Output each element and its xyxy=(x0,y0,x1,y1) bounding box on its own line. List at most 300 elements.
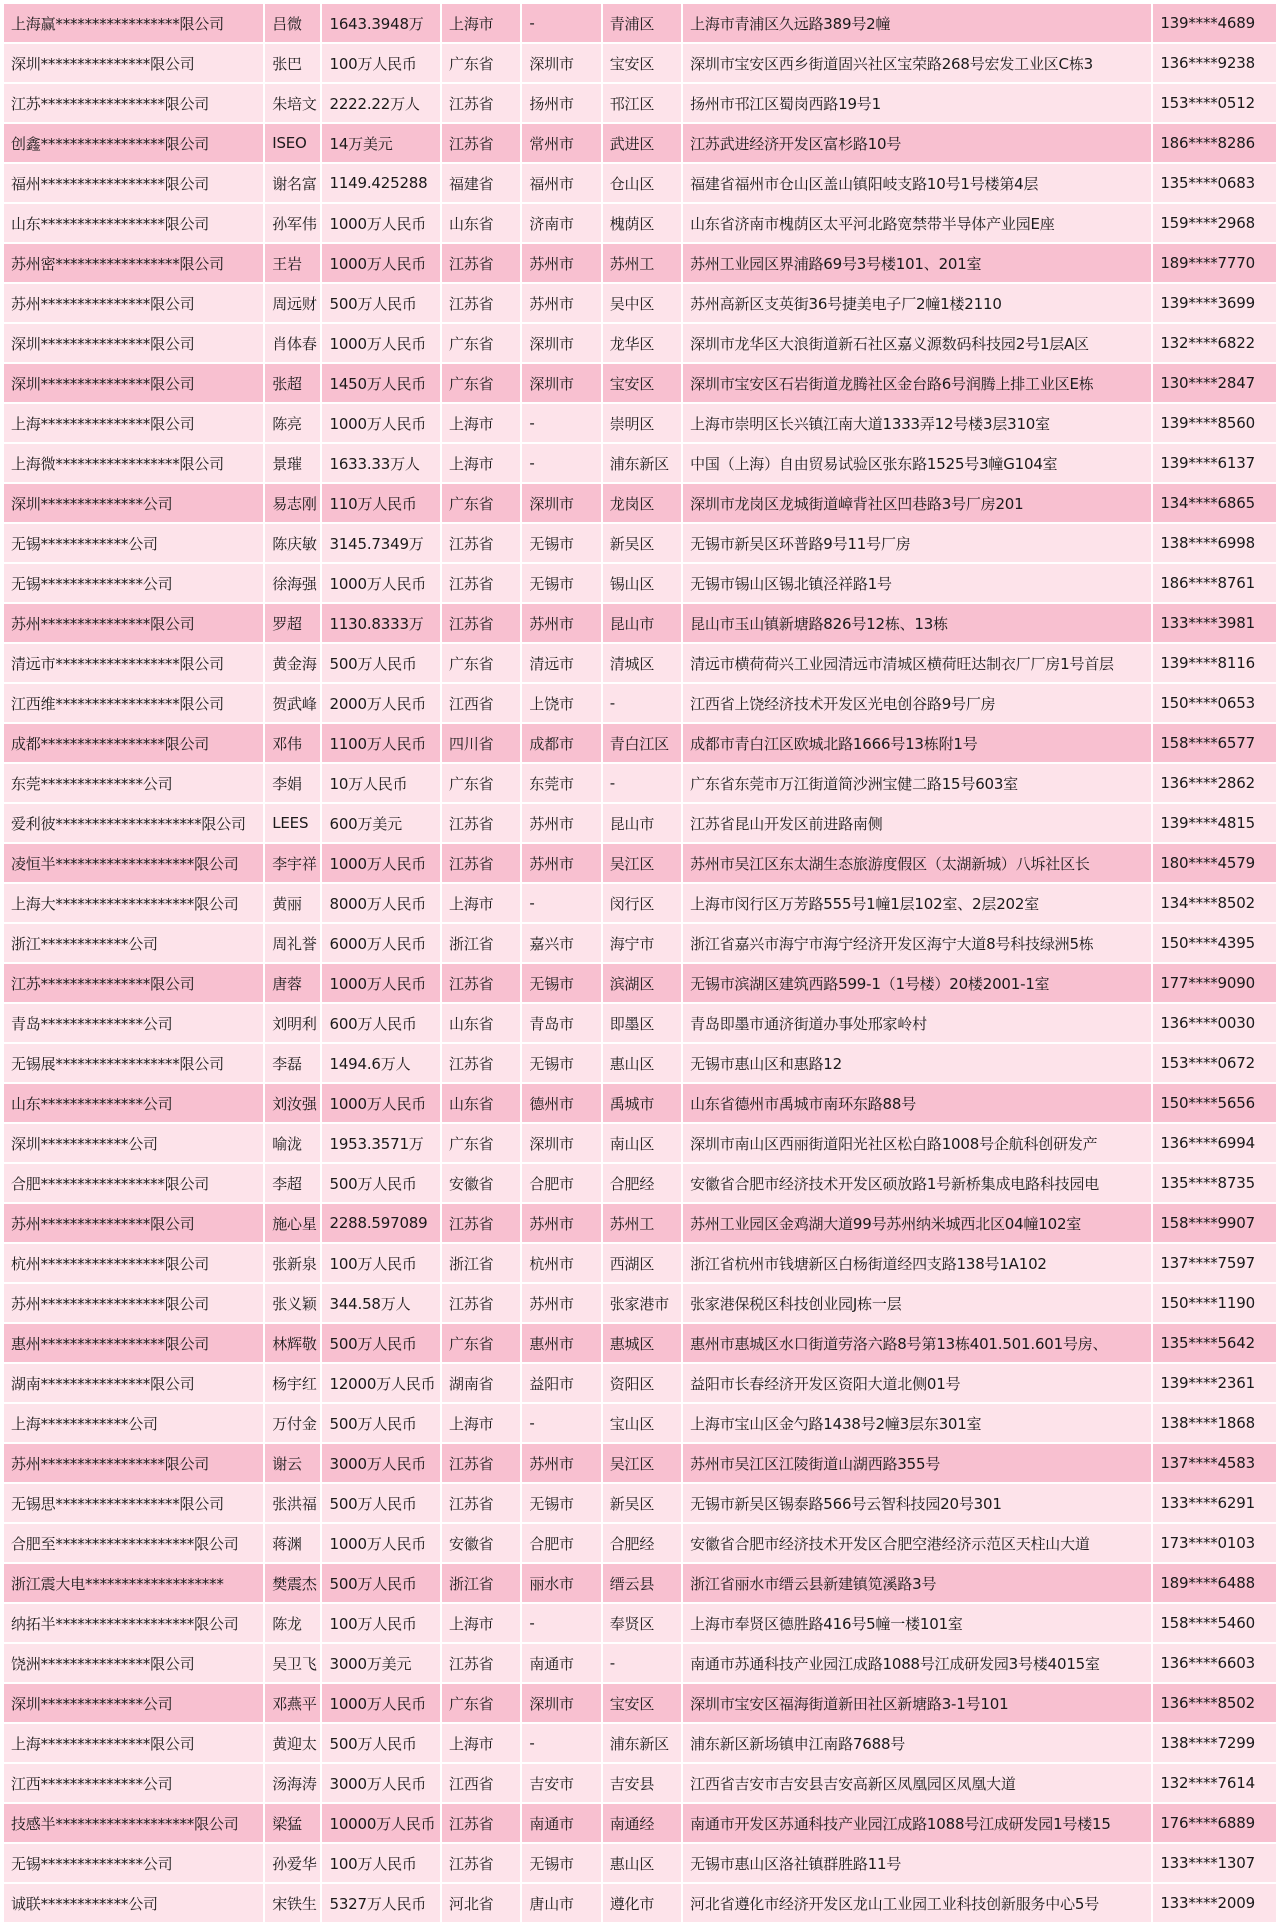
legal-person-cell: 罗超 xyxy=(265,604,320,642)
table-row[interactable] xyxy=(4,204,1276,242)
district-cell: 西湖区 xyxy=(603,1244,681,1282)
district-cell: 张家港市 xyxy=(603,1284,681,1322)
legal-person-cell: 蒋渊 xyxy=(265,1524,320,1562)
province-cell: 江西省 xyxy=(442,1764,520,1802)
company-name-cell: 上海***************限公司 xyxy=(4,1724,263,1762)
phone-cell: 136****6603 xyxy=(1153,1644,1276,1682)
address-cell: 浙江省杭州市钱塘新区白杨街道经四支路138号1A102 xyxy=(683,1244,1151,1282)
province-cell: 江苏省 xyxy=(442,844,520,882)
district-cell: 浦东新区 xyxy=(603,1724,681,1762)
registered-capital-cell: 1000万人民币 xyxy=(322,964,440,1002)
table-row[interactable] xyxy=(4,644,1276,682)
district-cell: 宝安区 xyxy=(603,1684,681,1722)
table-row[interactable] xyxy=(4,1444,1276,1482)
table-row[interactable] xyxy=(4,724,1276,762)
registered-capital-cell: 500万人民币 xyxy=(322,1324,440,1362)
phone-cell: 136****0030 xyxy=(1153,1004,1276,1042)
address-cell: 扬州市邗江区蜀岗西路19号1 xyxy=(683,84,1151,122)
registered-capital-cell: 8000万人民币 xyxy=(322,884,440,922)
address-cell: 深圳市龙华区大浪街道新石社区嘉义源数码科技园2号1层A区 xyxy=(683,324,1151,362)
phone-cell: 133****1307 xyxy=(1153,1844,1276,1882)
district-cell: 合肥经 xyxy=(603,1524,681,1562)
registered-capital-cell: 1643.3948万 xyxy=(322,4,440,42)
address-cell: 苏州市吴江区江陵街道山湖西路355号 xyxy=(683,1444,1151,1482)
province-cell: 江苏省 xyxy=(442,804,520,842)
legal-person-cell: 唐蓉 xyxy=(265,964,320,1002)
district-cell: 昆山市 xyxy=(603,804,681,842)
province-cell: 山东省 xyxy=(442,204,520,242)
district-cell: 仓山区 xyxy=(603,164,681,202)
province-cell: 山东省 xyxy=(442,1084,520,1122)
registered-capital-cell: 1450万人民币 xyxy=(322,364,440,402)
province-cell: 上海市 xyxy=(442,1604,520,1642)
address-cell: 南通市开发区苏通科技产业园江成路1088号江成研发园1号楼15 xyxy=(683,1804,1151,1842)
province-cell: 江苏省 xyxy=(442,124,520,162)
phone-cell: 150****0653 xyxy=(1153,684,1276,722)
table-row[interactable] xyxy=(4,284,1276,322)
table-row[interactable] xyxy=(4,1524,1276,1562)
registered-capital-cell: 500万人民币 xyxy=(322,284,440,322)
district-cell: 惠城区 xyxy=(603,1324,681,1362)
province-cell: 上海市 xyxy=(442,444,520,482)
table-row[interactable] xyxy=(4,324,1276,362)
district-cell: 资阳区 xyxy=(603,1364,681,1402)
legal-person-cell: LEES xyxy=(265,804,320,842)
registered-capital-cell: 1000万人民币 xyxy=(322,204,440,242)
company-name-cell: 上海大*******************限公司 xyxy=(4,884,263,922)
phone-cell: 136****6994 xyxy=(1153,1124,1276,1162)
district-cell: 龙岗区 xyxy=(603,484,681,522)
legal-person-cell: 李磊 xyxy=(265,1044,320,1082)
district-cell: 闵行区 xyxy=(603,884,681,922)
company-name-cell: 上海***************限公司 xyxy=(4,404,263,442)
registered-capital-cell: 1953.3571万 xyxy=(322,1124,440,1162)
registered-capital-cell: 1130.8333万 xyxy=(322,604,440,642)
district-cell: 青浦区 xyxy=(603,4,681,42)
legal-person-cell: 景璀 xyxy=(265,444,320,482)
table-row[interactable] xyxy=(4,1364,1276,1402)
district-cell: 滨湖区 xyxy=(603,964,681,1002)
table-row[interactable] xyxy=(4,1004,1276,1042)
city-cell: 益阳市 xyxy=(522,1364,600,1402)
province-cell: 浙江省 xyxy=(442,1564,520,1602)
district-cell: 苏州工 xyxy=(603,1204,681,1242)
registered-capital-cell: 1494.6万人 xyxy=(322,1044,440,1082)
city-cell: 深圳市 xyxy=(522,44,600,82)
address-cell: 上海市青浦区久远路389号2幢 xyxy=(683,4,1151,42)
registered-capital-cell: 100万人民币 xyxy=(322,1604,440,1642)
city-cell: 苏州市 xyxy=(522,1444,600,1482)
table-row[interactable] xyxy=(4,124,1276,162)
phone-cell: 150****5656 xyxy=(1153,1084,1276,1122)
city-cell: 无锡市 xyxy=(522,964,600,1002)
company-name-cell: 诚联************公司 xyxy=(4,1884,263,1922)
company-name-cell: 饶洲***************限公司 xyxy=(4,1644,263,1682)
address-cell: 江西省上饶经济技术开发区光电创谷路9号厂房 xyxy=(683,684,1151,722)
registered-capital-cell: 1000万人民币 xyxy=(322,404,440,442)
address-cell: 苏州工业园区界浦路69号3号楼101、201室 xyxy=(683,244,1151,282)
phone-cell: 139****8560 xyxy=(1153,404,1276,442)
company-name-cell: 江苏***************限公司 xyxy=(4,964,263,1002)
registered-capital-cell: 344.58万人 xyxy=(322,1284,440,1322)
address-cell: 深圳市宝安区石岩街道龙腾社区金台路6号润腾上排工业区E栋 xyxy=(683,364,1151,402)
table-row[interactable] xyxy=(4,1164,1276,1202)
registered-capital-cell: 500万人民币 xyxy=(322,1484,440,1522)
registered-capital-cell: 5327万人民币 xyxy=(322,1884,440,1922)
city-cell: 深圳市 xyxy=(522,1124,600,1162)
registered-capital-cell: 1000万人民币 xyxy=(322,324,440,362)
table-row[interactable] xyxy=(4,1244,1276,1282)
registered-capital-cell: 14万美元 xyxy=(322,124,440,162)
district-cell: 崇明区 xyxy=(603,404,681,442)
table-row[interactable] xyxy=(4,1644,1276,1682)
phone-cell: 136****9238 xyxy=(1153,44,1276,82)
registered-capital-cell: 100万人民币 xyxy=(322,1244,440,1282)
address-cell: 青岛即墨市通济街道办事处邢家岭村 xyxy=(683,1004,1151,1042)
phone-cell: 150****1190 xyxy=(1153,1284,1276,1322)
district-cell: 武进区 xyxy=(603,124,681,162)
phone-cell: 159****2968 xyxy=(1153,204,1276,242)
company-name-cell: 苏州*****************限公司 xyxy=(4,1284,263,1322)
table-row[interactable] xyxy=(4,1764,1276,1802)
province-cell: 江苏省 xyxy=(442,1204,520,1242)
province-cell: 广东省 xyxy=(442,644,520,682)
address-cell: 益阳市长春经济开发区资阳大道北侧01号 xyxy=(683,1364,1151,1402)
district-cell: 奉贤区 xyxy=(603,1604,681,1642)
city-cell: 苏州市 xyxy=(522,1284,600,1322)
city-cell: 常州市 xyxy=(522,124,600,162)
table-row[interactable] xyxy=(4,1804,1276,1842)
city-cell: - xyxy=(522,404,600,442)
company-name-cell: 深圳**************公司 xyxy=(4,484,263,522)
table-row[interactable] xyxy=(4,1724,1276,1762)
table-row[interactable] xyxy=(4,604,1276,642)
phone-cell: 135****0683 xyxy=(1153,164,1276,202)
phone-cell: 177****9090 xyxy=(1153,964,1276,1002)
address-cell: 中国（上海）自由贸易试验区张东路1525号3幢G104室 xyxy=(683,444,1151,482)
company-name-cell: 上海微*****************限公司 xyxy=(4,444,263,482)
address-cell: 张家港保税区科技创业园J栋一层 xyxy=(683,1284,1151,1322)
address-cell: 深圳市龙岗区龙城街道嶂背社区凹巷路3号厂房201 xyxy=(683,484,1151,522)
legal-person-cell: 邓伟 xyxy=(265,724,320,762)
legal-person-cell: 梁猛 xyxy=(265,1804,320,1842)
company-name-cell: 山东*****************限公司 xyxy=(4,204,263,242)
city-cell: 南通市 xyxy=(522,1644,600,1682)
address-cell: 深圳市南山区西丽街道阳光社区松白路1008号企航科创研发产 xyxy=(683,1124,1151,1162)
province-cell: 江苏省 xyxy=(442,1844,520,1882)
province-cell: 江苏省 xyxy=(442,964,520,1002)
company-name-cell: 无锡************公司 xyxy=(4,524,263,562)
legal-person-cell: 汤海涛 xyxy=(265,1764,320,1802)
city-cell: 德州市 xyxy=(522,1084,600,1122)
table-row[interactable] xyxy=(4,964,1276,1002)
table-row[interactable] xyxy=(4,924,1276,962)
legal-person-cell: 张新泉 xyxy=(265,1244,320,1282)
legal-person-cell: 施心星 xyxy=(265,1204,320,1242)
company-name-cell: 湖南***************限公司 xyxy=(4,1364,263,1402)
table-row[interactable] xyxy=(4,1284,1276,1322)
address-cell: 苏州高新区支英街36号捷美电子厂2幢1楼2110 xyxy=(683,284,1151,322)
city-cell: 成都市 xyxy=(522,724,600,762)
legal-person-cell: 张洪福 xyxy=(265,1484,320,1522)
registered-capital-cell: 500万人民币 xyxy=(322,644,440,682)
company-name-cell: 技感半*******************限公司 xyxy=(4,1804,263,1842)
city-cell: 深圳市 xyxy=(522,324,600,362)
table-row[interactable] xyxy=(4,884,1276,922)
phone-cell: 133****3981 xyxy=(1153,604,1276,642)
company-name-cell: 浙江************公司 xyxy=(4,924,263,962)
table-row[interactable] xyxy=(4,804,1276,842)
registered-capital-cell: 110万人民币 xyxy=(322,484,440,522)
address-cell: 苏州工业园区金鸡湖大道99号苏州纳米城西北区04幢102室 xyxy=(683,1204,1151,1242)
province-cell: 江苏省 xyxy=(442,564,520,602)
district-cell: 惠山区 xyxy=(603,1044,681,1082)
legal-person-cell: 黄迎太 xyxy=(265,1724,320,1762)
district-cell: 即墨区 xyxy=(603,1004,681,1042)
registered-capital-cell: 3000万人民币 xyxy=(322,1764,440,1802)
province-cell: 上海市 xyxy=(442,884,520,922)
registered-capital-cell: 10万人民币 xyxy=(322,764,440,802)
province-cell: 浙江省 xyxy=(442,924,520,962)
phone-cell: 186****8761 xyxy=(1153,564,1276,602)
table-row[interactable] xyxy=(4,484,1276,522)
company-name-cell: 无锡**************公司 xyxy=(4,564,263,602)
address-cell: 苏州市吴江区东太湖生态旅游度假区（太湖新城）八坼社区长 xyxy=(683,844,1151,882)
phone-cell: 134****6865 xyxy=(1153,484,1276,522)
address-cell: 福建省福州市仓山区盖山镇阳岐支路10号1号楼第4层 xyxy=(683,164,1151,202)
legal-person-cell: 李娟 xyxy=(265,764,320,802)
district-cell: 遵化市 xyxy=(603,1884,681,1922)
province-cell: 江苏省 xyxy=(442,284,520,322)
address-cell: 无锡市新吴区锡泰路566号云智科技园20号301 xyxy=(683,1484,1151,1522)
city-cell: 东莞市 xyxy=(522,764,600,802)
province-cell: 广东省 xyxy=(442,764,520,802)
registered-capital-cell: 3000万人民币 xyxy=(322,1444,440,1482)
table-row[interactable] xyxy=(4,1044,1276,1082)
table-row[interactable] xyxy=(4,1084,1276,1122)
table-row[interactable] xyxy=(4,44,1276,82)
province-cell: 江苏省 xyxy=(442,1444,520,1482)
table-row[interactable] xyxy=(4,1484,1276,1522)
registered-capital-cell: 1000万人民币 xyxy=(322,1684,440,1722)
phone-cell: 139****2361 xyxy=(1153,1364,1276,1402)
district-cell: 海宁市 xyxy=(603,924,681,962)
province-cell: 安徽省 xyxy=(442,1524,520,1562)
company-name-cell: 深圳***************限公司 xyxy=(4,324,263,362)
province-cell: 河北省 xyxy=(442,1884,520,1922)
address-cell: 浙江省丽水市缙云县新建镇笕溪路3号 xyxy=(683,1564,1151,1602)
phone-cell: 150****4395 xyxy=(1153,924,1276,962)
legal-person-cell: 喻泷 xyxy=(265,1124,320,1162)
province-cell: 江西省 xyxy=(442,684,520,722)
company-name-cell: 江西**************公司 xyxy=(4,1764,263,1802)
district-cell: - xyxy=(603,764,681,802)
city-cell: - xyxy=(522,884,600,922)
company-name-cell: 福州*****************限公司 xyxy=(4,164,263,202)
province-cell: 湖南省 xyxy=(442,1364,520,1402)
registered-capital-cell: 1633.33万人 xyxy=(322,444,440,482)
district-cell: 禹城市 xyxy=(603,1084,681,1122)
district-cell: 吴江区 xyxy=(603,844,681,882)
phone-cell: 132****6822 xyxy=(1153,324,1276,362)
phone-cell: 136****8502 xyxy=(1153,1684,1276,1722)
phone-cell: 180****4579 xyxy=(1153,844,1276,882)
company-name-cell: 苏州*****************限公司 xyxy=(4,1444,263,1482)
district-cell: 宝安区 xyxy=(603,44,681,82)
address-cell: 上海市宝山区金勺路1438号2幢3层东301室 xyxy=(683,1404,1151,1442)
address-cell: 上海市奉贤区德胜路416号5幢一楼101室 xyxy=(683,1604,1151,1642)
registered-capital-cell: 2222.22万人 xyxy=(322,84,440,122)
phone-cell: 139****6137 xyxy=(1153,444,1276,482)
registered-capital-cell: 12000万人民币 xyxy=(322,1364,440,1402)
address-cell: 清远市横荷荷兴工业园清远市清城区横荷旺达制衣厂厂房1号首层 xyxy=(683,644,1151,682)
registered-capital-cell: 6000万人民币 xyxy=(322,924,440,962)
table-row[interactable] xyxy=(4,764,1276,802)
city-cell: 苏州市 xyxy=(522,804,600,842)
table-row[interactable] xyxy=(4,524,1276,562)
legal-person-cell: 易志刚 xyxy=(265,484,320,522)
district-cell: 苏州工 xyxy=(603,244,681,282)
city-cell: - xyxy=(522,1604,600,1642)
registered-capital-cell: 1100万人民币 xyxy=(322,724,440,762)
table-row[interactable] xyxy=(4,1844,1276,1882)
city-cell: 无锡市 xyxy=(522,564,600,602)
district-cell: 龙华区 xyxy=(603,324,681,362)
table-row[interactable] xyxy=(4,1204,1276,1242)
company-name-cell: 青岛**************公司 xyxy=(4,1004,263,1042)
registered-capital-cell: 500万人民币 xyxy=(322,1404,440,1442)
legal-person-cell: 张超 xyxy=(265,364,320,402)
province-cell: 江苏省 xyxy=(442,1284,520,1322)
table-row[interactable] xyxy=(4,844,1276,882)
legal-person-cell: 孙军伟 xyxy=(265,204,320,242)
city-cell: 合肥市 xyxy=(522,1524,600,1562)
address-cell: 河北省遵化市经济开发区龙山工业园工业科技创新服务中心5号 xyxy=(683,1884,1151,1922)
district-cell: 宝山区 xyxy=(603,1404,681,1442)
registered-capital-cell: 1000万人民币 xyxy=(322,564,440,602)
phone-cell: 189****6488 xyxy=(1153,1564,1276,1602)
phone-cell: 135****8735 xyxy=(1153,1164,1276,1202)
table-row[interactable] xyxy=(4,4,1276,42)
phone-cell: 158****9907 xyxy=(1153,1204,1276,1242)
district-cell: 南通经 xyxy=(603,1804,681,1842)
city-cell: 深圳市 xyxy=(522,484,600,522)
legal-person-cell: 谢云 xyxy=(265,1444,320,1482)
table-row[interactable] xyxy=(4,404,1276,442)
legal-person-cell: 吕微 xyxy=(265,4,320,42)
district-cell: 吉安县 xyxy=(603,1764,681,1802)
city-cell: 苏州市 xyxy=(522,244,600,282)
address-cell: 无锡市惠山区和惠路12 xyxy=(683,1044,1151,1082)
table-row[interactable] xyxy=(4,1684,1276,1722)
city-cell: 无锡市 xyxy=(522,524,600,562)
registered-capital-cell: 1149.425288 xyxy=(322,164,440,202)
phone-cell: 158****5460 xyxy=(1153,1604,1276,1642)
table-row[interactable] xyxy=(4,1604,1276,1642)
table-row[interactable] xyxy=(4,1884,1276,1922)
province-cell: 四川省 xyxy=(442,724,520,762)
district-cell: 合肥经 xyxy=(603,1164,681,1202)
address-cell: 浙江省嘉兴市海宁市海宁经济开发区海宁大道8号科技绿洲5栋 xyxy=(683,924,1151,962)
phone-cell: 133****6291 xyxy=(1153,1484,1276,1522)
address-cell: 昆山市玉山镇新塘路826号12栋、13栋 xyxy=(683,604,1151,642)
legal-person-cell: 杨宇红 xyxy=(265,1364,320,1402)
district-cell: 吴江区 xyxy=(603,1444,681,1482)
table-row[interactable] xyxy=(4,84,1276,122)
table-row[interactable] xyxy=(4,1324,1276,1362)
district-cell: 吴中区 xyxy=(603,284,681,322)
district-cell: 惠山区 xyxy=(603,1844,681,1882)
legal-person-cell: 张义颖 xyxy=(265,1284,320,1322)
address-cell: 安徽省合肥市经济技术开发区硕放路1号新桥集成电路科技园电 xyxy=(683,1164,1151,1202)
city-cell: 苏州市 xyxy=(522,604,600,642)
table-row[interactable] xyxy=(4,1124,1276,1162)
company-name-cell: 清远市*****************限公司 xyxy=(4,644,263,682)
district-cell: 浦东新区 xyxy=(603,444,681,482)
table-row[interactable] xyxy=(4,1404,1276,1442)
registered-capital-cell: 600万人民币 xyxy=(322,1004,440,1042)
province-cell: 上海市 xyxy=(442,404,520,442)
table-row[interactable] xyxy=(4,244,1276,282)
legal-person-cell: 肖体春 xyxy=(265,324,320,362)
address-cell: 广东省东莞市万江街道简沙洲宝健二路15号603室 xyxy=(683,764,1151,802)
company-name-cell: 无锡展*****************限公司 xyxy=(4,1044,263,1082)
company-name-cell: 江苏*****************限公司 xyxy=(4,84,263,122)
address-cell: 安徽省合肥市经济技术开发区合肥空港经济示范区天柱山大道 xyxy=(683,1524,1151,1562)
legal-person-cell: 陈龙 xyxy=(265,1604,320,1642)
address-cell: 上海市闵行区万芳路555号1幢1层102室、2层202室 xyxy=(683,884,1151,922)
legal-person-cell: 黄金海 xyxy=(265,644,320,682)
address-cell: 无锡市新吴区环普路9号11号厂房 xyxy=(683,524,1151,562)
province-cell: 广东省 xyxy=(442,44,520,82)
registered-capital-cell: 3145.7349万 xyxy=(322,524,440,562)
address-cell: 无锡市惠山区洛社镇群胜路11号 xyxy=(683,1844,1151,1882)
province-cell: 广东省 xyxy=(442,364,520,402)
phone-cell: 158****6577 xyxy=(1153,724,1276,762)
phone-cell: 189****7770 xyxy=(1153,244,1276,282)
registered-capital-cell: 3000万美元 xyxy=(322,1644,440,1682)
registered-capital-cell: 10000万人民币 xyxy=(322,1804,440,1842)
company-name-cell: 成都*****************限公司 xyxy=(4,724,263,762)
legal-person-cell: 黄丽 xyxy=(265,884,320,922)
company-name-cell: 爱利彼********************限公司 xyxy=(4,804,263,842)
phone-cell: 135****5642 xyxy=(1153,1324,1276,1362)
phone-cell: 137****7597 xyxy=(1153,1244,1276,1282)
legal-person-cell: 李宇祥 xyxy=(265,844,320,882)
table-row[interactable] xyxy=(4,1564,1276,1602)
address-cell: 成都市青白江区欧城北路1666号13栋附1号 xyxy=(683,724,1151,762)
table-row[interactable] xyxy=(4,164,1276,202)
legal-person-cell: 张巴 xyxy=(265,44,320,82)
registered-capital-cell: 500万人民币 xyxy=(322,1724,440,1762)
table-row[interactable] xyxy=(4,684,1276,722)
table-row[interactable] xyxy=(4,564,1276,602)
company-name-cell: 浙江震大电******************* xyxy=(4,1564,263,1602)
table-row[interactable] xyxy=(4,364,1276,402)
table-row[interactable] xyxy=(4,444,1276,482)
company-name-cell: 上海赢*****************限公司 xyxy=(4,4,263,42)
province-cell: 福建省 xyxy=(442,164,520,202)
city-cell: 深圳市 xyxy=(522,364,600,402)
province-cell: 山东省 xyxy=(442,1004,520,1042)
province-cell: 江苏省 xyxy=(442,84,520,122)
city-cell: 南通市 xyxy=(522,1804,600,1842)
table-body xyxy=(4,4,1276,1922)
phone-cell: 132****7614 xyxy=(1153,1764,1276,1802)
city-cell: 丽水市 xyxy=(522,1564,600,1602)
district-cell: 新吴区 xyxy=(603,524,681,562)
company-name-cell: 山东**************公司 xyxy=(4,1084,263,1122)
